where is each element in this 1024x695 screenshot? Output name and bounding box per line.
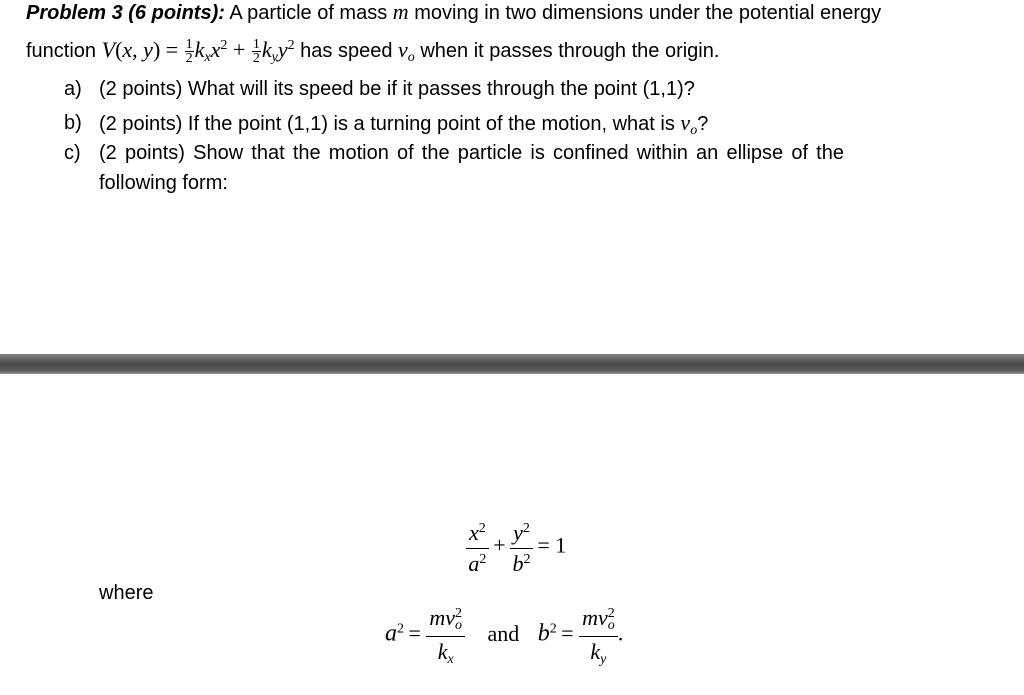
part-a-letter: a) [64, 78, 82, 100]
ellipse-equation: $\frac{x^2}{a^2}$ + $\frac{y^2}{b^2}$ = 1 [466, 520, 566, 577]
part-b-text: (2 points) If the point (1,1) is a turning point of the motion, what is $v_o$? [99, 110, 709, 138]
part-c-letter: c) [64, 142, 81, 164]
problem-intro-line-1: Problem 3 (6 points): A particle of mass m moving in two dimensions under the potential energy [26, 0, 882, 24]
part-c-text-line-1: (2 points) Show that the motion of the particle is confined within an ellipse of the [99, 142, 844, 164]
parameter-definitions: $a^2$ = $\frac{mv_o^2}{k_x}$ and $b^2$ = $\frac{mv_o^2}{k_y}$ . [385, 605, 624, 667]
intro-text: A particle of mass m moving in two dimensions under the potential energy [229, 0, 882, 24]
problem-title: Problem 3 (6 points) [26, 2, 219, 24]
where-label: where [99, 582, 154, 604]
and-label: and [487, 620, 520, 646]
section-divider [0, 354, 1024, 374]
part-c [64, 141, 81, 165]
problem-intro-line-2: function V(x, y) = $\frac{1}{2}$ $k_xx^2$ + $\frac{1}{2}$ $k_yy^2$ has speed $v_o$ when it passes through the origin. [26, 37, 720, 67]
speed-symbol-b: $v_o$ [680, 110, 698, 138]
speed-symbol: v [398, 37, 408, 62]
part-a [64, 77, 82, 101]
part-c-text-line-2: following form: [99, 172, 228, 194]
part-b-letter: b) [64, 112, 82, 134]
part-b [64, 111, 82, 135]
part-a-text: (2 points) What will its speed be if it passes through the point (1,1)? [99, 78, 695, 100]
potential-formula: V [101, 37, 116, 62]
